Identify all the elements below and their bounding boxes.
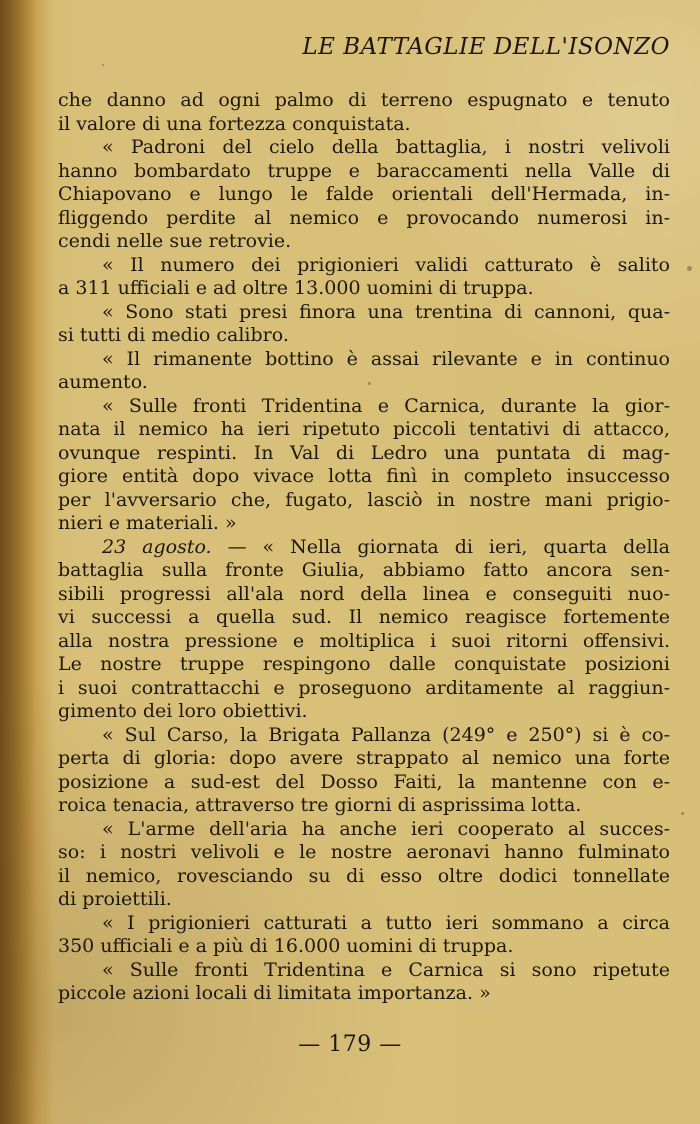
- text-line: nieri e materiali. »: [58, 512, 237, 534]
- text-line: so: i nostri velivoli e le nostre aeronavi hanno fulminato: [58, 841, 670, 863]
- text-line: ovunque respinti. In Val di Ledro una puntata di mag-: [58, 441, 670, 464]
- entry-opening: — « Nella giornata di ieri, quarta della: [211, 535, 670, 558]
- text-line: aumento.: [58, 371, 148, 393]
- text-line: il valore di una fortezza conquistata.: [58, 112, 411, 135]
- text-line: piccole azioni locali di limitata importanza. »: [58, 982, 491, 1004]
- text-line: « Il rimanente bottino è assai rilevante e in continuo: [102, 347, 670, 370]
- text-line: per l'avversario che, fugato, lasciò in nostre mani prigio-: [58, 488, 670, 511]
- text-line: « Il numero dei prigionieri validi catturato è salito: [102, 253, 670, 276]
- text-line: vi successi a quella sud. Il nemico reagisce fortemente: [58, 606, 670, 628]
- text-line: che danno ad ogni palmo di terreno espugnato e tenuto: [58, 89, 670, 111]
- text-line: « L'arme dell'aria ha anche ieri cooperato al succes-: [102, 817, 670, 840]
- date-line: [58, 536, 670, 560]
- text-line: roica tenacia, attraverso tre giorni di asprissima lotta.: [58, 794, 582, 816]
- text-line: Chiapovano e lungo le falde orientali dell'Hermada, in-: [58, 183, 670, 205]
- text-line: perta di gloria: dopo avere strappato al nemico una forte: [58, 747, 670, 769]
- text-line: 350 ufficiali e a più di 16.000 uomini di truppa.: [58, 935, 514, 957]
- paper-speck: [687, 266, 692, 271]
- text-line: posizione a sud-est del Dosso Faiti, la mantenne con e-: [58, 770, 670, 793]
- text-line: « I prigionieri catturati a tutto ieri sommano a circa: [102, 911, 670, 934]
- text-line: a 311 ufficiali e ad oltre 13.000 uomini di truppa.: [58, 277, 534, 299]
- paper-speck: [681, 812, 684, 815]
- binding-shadow: [0, 0, 36, 1124]
- running-header: LE BATTAGLIE DELL'ISONZO: [302, 34, 670, 60]
- text-line: cendi nelle sue retrovie.: [58, 230, 292, 252]
- text-line: « Sono stati presi finora una trentina di cannoni, qua-: [102, 300, 670, 323]
- text-line: il nemico, rovesciando su di esso oltre dodici tonnellate: [58, 864, 670, 887]
- text-line: si tutti di medio calibro.: [58, 324, 289, 346]
- text-line: Le nostre truppe respingono dalle conquistate posizioni: [58, 653, 670, 675]
- text-line: i suoi contrattacchi e proseguono arditamente al raggiun-: [58, 676, 670, 699]
- page-number: — 179 —: [298, 1032, 402, 1057]
- text-line: giore entità dopo vivace lotta finì in completo insuccesso: [58, 465, 670, 487]
- text-line: battaglia sulla fronte Giulia, abbiamo fatto ancora sen-: [58, 559, 670, 581]
- text-line: fliggendo perdite al nemico e provocando numerosi in-: [58, 206, 670, 229]
- entry-date: 23 agosto.: [102, 535, 212, 558]
- text-line: « Sulle fronti Tridentina e Carnica, durante la gior-: [102, 394, 670, 417]
- text-line: alla nostra pressione e moltiplica i suoi ritorni offensivi.: [58, 629, 670, 652]
- text-line: hanno bombardato truppe e baraccamenti nella Valle di: [58, 159, 670, 182]
- text-line: gimento dei loro obiettivi.: [58, 700, 308, 722]
- paper-speck: [102, 64, 104, 66]
- page-body: [58, 89, 670, 1006]
- text-line: « Padroni del cielo della battaglia, i nostri velivoli: [102, 136, 670, 158]
- text-line: « Sul Carso, la Brigata Pallanza (249° e 250°) si è co-: [102, 723, 670, 746]
- text-line: sibili progressi all'ala nord della linea e conseguiti nuo-: [58, 582, 670, 605]
- text-line: nata il nemico ha ieri ripetuto piccoli tentativi di attacco,: [58, 418, 670, 440]
- text-line: di proiettili.: [58, 888, 172, 910]
- text-line: « Sulle fronti Tridentina e Carnica si sono ripetute: [102, 958, 670, 981]
